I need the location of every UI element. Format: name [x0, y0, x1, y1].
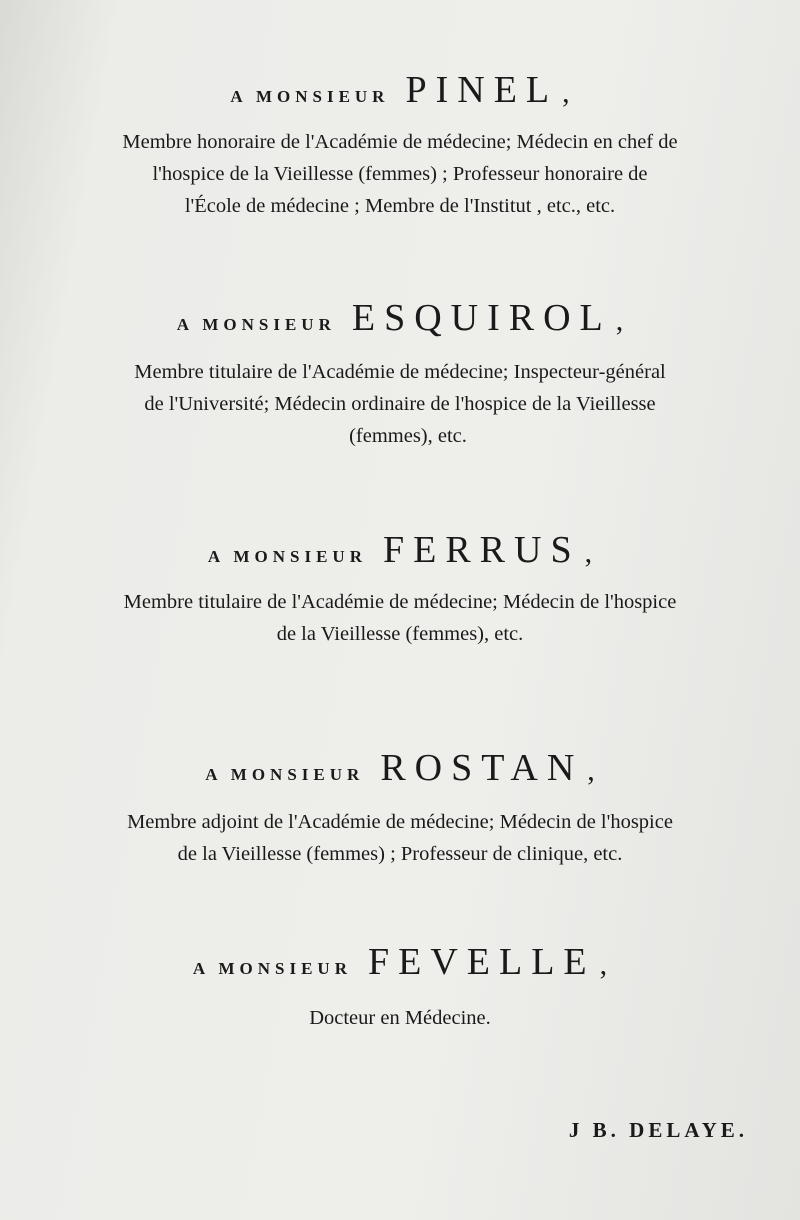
dedication-prefix: A MONSIEUR [230, 87, 390, 106]
dedication-heading: A MONSIEUR PINEL , [230, 69, 570, 111]
dedication-titles [44, 356, 756, 452]
dedication-line: l'École de médecine ; Membre de l'Institut , etc., etc. [184, 195, 616, 217]
dedication-titles [48, 126, 752, 222]
dedication-prefix: A MONSIEUR [176, 315, 336, 334]
dedication-heading: A MONSIEUR ESQUIROL , [176, 297, 624, 339]
dedicatee-name: FERRUS [382, 529, 581, 571]
dedication-ferrus [0, 528, 800, 650]
dedication-line: Membre titulaire de l'Académie de médecine; Médecin de l'hospice [123, 591, 677, 613]
dedication-line: Docteur en Médecine. [309, 1007, 491, 1029]
dedication-prefix: A MONSIEUR [192, 959, 352, 978]
dedication-heading: A MONSIEUR FERRUS , [207, 529, 593, 571]
dedicatee-name: ROSTAN [380, 747, 584, 789]
dedicatee-name: FEVELLE [367, 941, 596, 983]
dedication-prefix: A MONSIEUR [205, 765, 365, 784]
author-signature: J B. DELAYE. [568, 1118, 748, 1142]
dedication-line: l'hospice de la Vieillesse (femmes) ; Professeur honoraire de [152, 163, 648, 185]
dedication-heading: A MONSIEUR ROSTAN , [205, 747, 595, 789]
dedication-line: de la Vieillesse (femmes), etc. [276, 623, 524, 645]
dedication-esquirol [0, 296, 800, 452]
dedication-line: de la Vieillesse (femmes) ; Professeur de clinique, etc. [177, 843, 623, 865]
dedication-rostan [0, 746, 800, 870]
dedication-line: de l'Université; Médecin ordinaire de l'hospice de la Vieillesse [144, 393, 656, 415]
dedication-titles [44, 806, 756, 870]
dedication-fevelle [0, 940, 800, 1034]
dedication-prefix: A MONSIEUR [207, 547, 367, 566]
dedication-line: Membre titulaire de l'Académie de médecine; Inspecteur-général [134, 361, 666, 383]
dedication-pinel [0, 68, 800, 222]
dedicatee-name: ESQUIROL [351, 297, 612, 339]
dedication-titles [48, 586, 752, 650]
dedication-line: (femmes), etc. [349, 425, 467, 447]
dedication-titles [48, 1002, 752, 1034]
dedication-heading: A MONSIEUR FEVELLE , [192, 941, 608, 983]
dedicatee-name: PINEL [405, 69, 559, 111]
dedication-line: Membre adjoint de l'Académie de médecine; Médecin de l'hospice [127, 811, 673, 833]
dedication-line: Membre honoraire de l'Académie de médecine; Médecin en chef de [122, 131, 678, 153]
